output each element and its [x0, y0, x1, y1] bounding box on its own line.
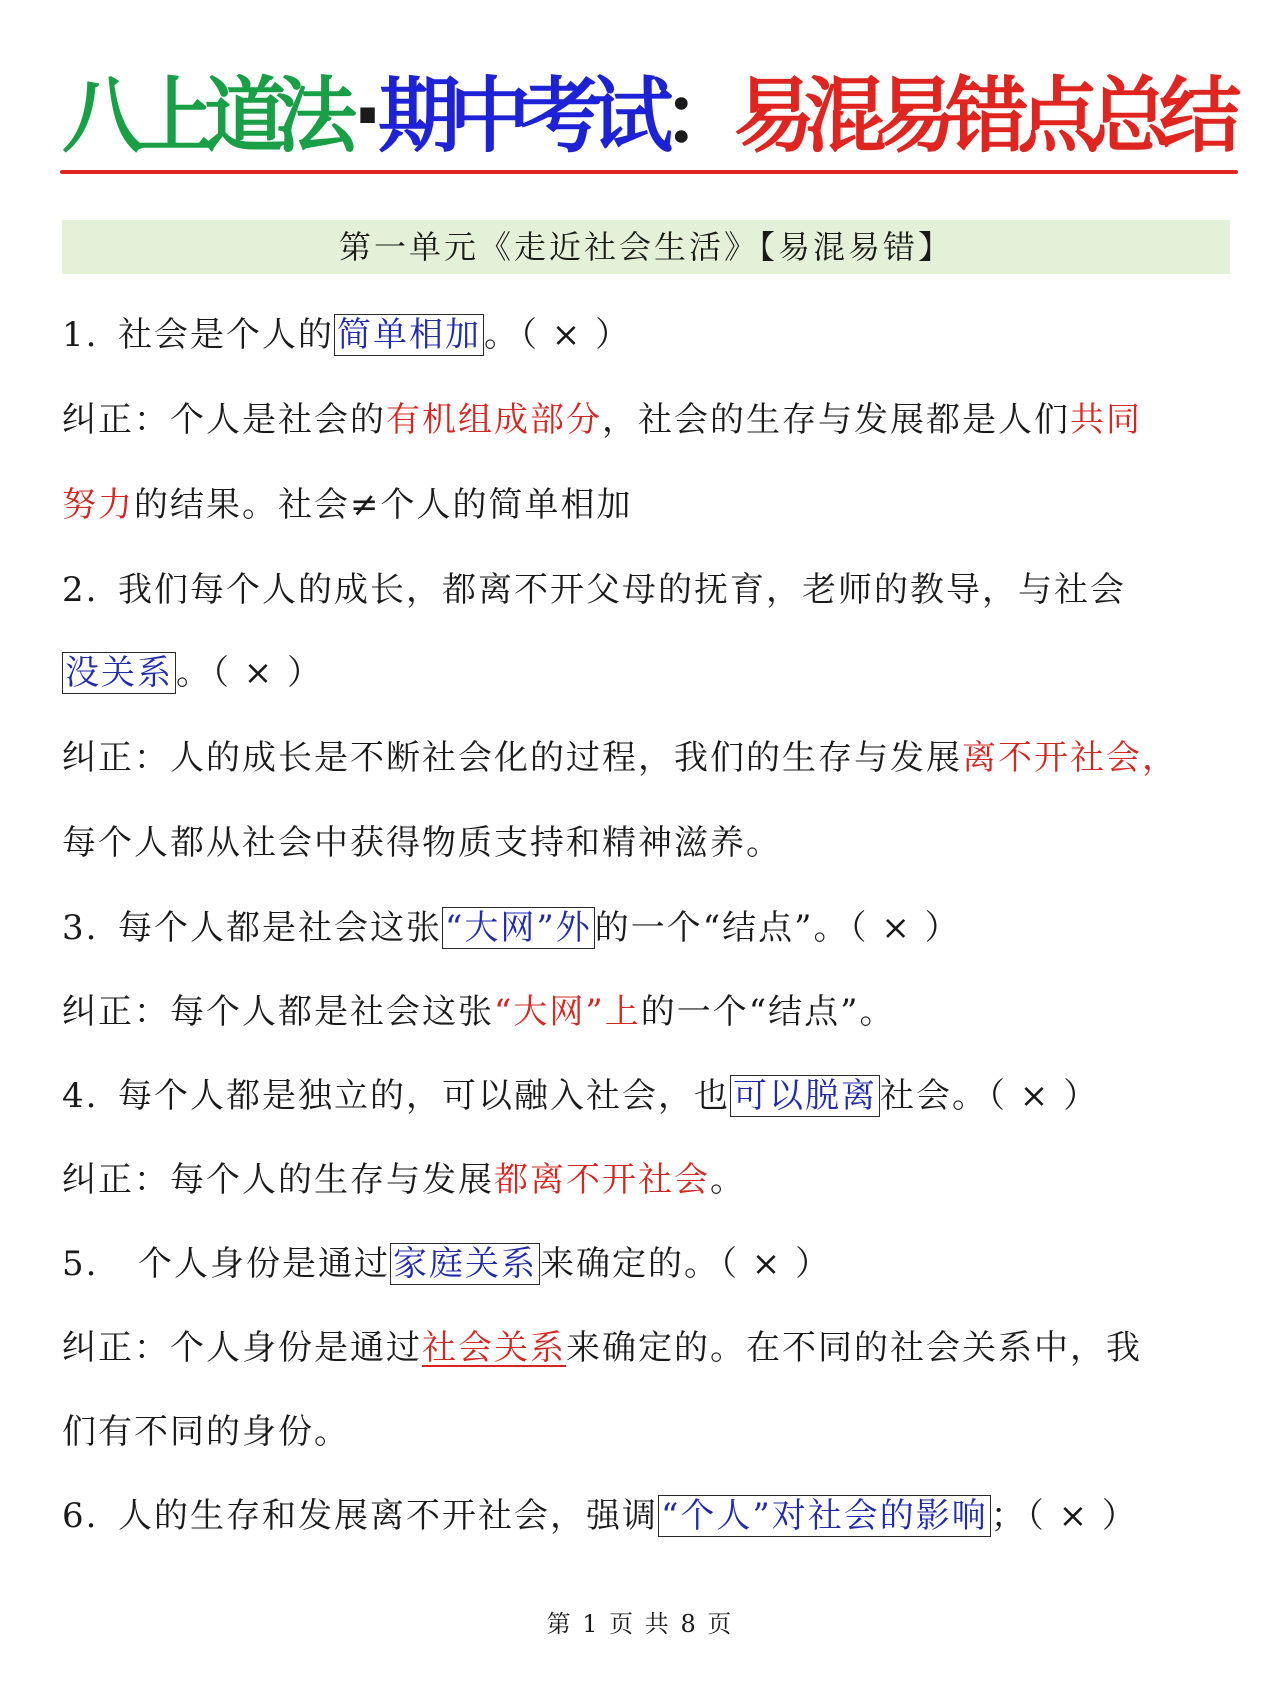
unit-header: 第一单元《走近社会生活》【易混易错】: [62, 220, 1230, 274]
correction-text: 纠正：每个人都是社会这张: [62, 992, 494, 1032]
correction-text: 纠正：个人身份是通过: [62, 1328, 422, 1368]
correction-key: 都离不开社会: [494, 1160, 710, 1200]
item-4-question: [62, 1066, 1232, 1126]
item-text: 社会是个人的: [118, 315, 334, 355]
item-text-after: 。（ × ）: [484, 315, 632, 355]
correction-key: 社会关系: [422, 1328, 566, 1368]
correction-text: 的结果。社会≠个人的简单相加: [134, 485, 633, 525]
item-3-correction: [62, 982, 1232, 1042]
item-1-correction-line1: [62, 390, 1232, 450]
item-3-question: [62, 898, 1232, 958]
title-part-subject: 八上道法: [62, 69, 347, 164]
item-2-question-line1: [62, 560, 1232, 620]
error-highlight: 可以脱离: [730, 1075, 880, 1117]
page-title: [62, 62, 1232, 172]
correction-key: 努力: [62, 485, 134, 525]
correction-text: 们有不同的身份。: [62, 1412, 350, 1452]
page-number-footer: 第 1 页 共 8 页: [546, 1610, 734, 1638]
correction-text: 来确定的。在不同的社会关系中，我: [566, 1328, 1142, 1368]
correction-key: “大网”上: [494, 992, 641, 1032]
error-highlight: 家庭关系: [390, 1243, 540, 1285]
item-2-correction-line1: [62, 728, 1232, 788]
item-number: 1.: [62, 315, 99, 355]
correction-text: 的一个“结点”。: [640, 992, 896, 1032]
item-number: 2.: [62, 570, 99, 610]
item-number: 5.: [62, 1244, 99, 1284]
item-6-question: [62, 1486, 1232, 1546]
title-dot: ·: [352, 69, 373, 164]
item-1-question: [62, 305, 1232, 365]
item-5-correction-line2: [62, 1402, 1232, 1462]
item-text-after: ；（ × ）: [990, 1496, 1138, 1536]
correction-text: 纠正：人的成长是不断社会化的过程，我们的生存与发展: [62, 738, 962, 778]
item-text: 个人身份是通过: [138, 1244, 390, 1284]
item-5-correction-line1: [62, 1318, 1232, 1378]
error-highlight: “大网”外: [442, 907, 595, 949]
title-part-summary: 易混易错点总结: [733, 69, 1231, 164]
item-2-correction-line2: [62, 813, 1232, 873]
item-text: 我们每个人的成长，都离不开父母的抚育，老师的教导，与社会: [118, 570, 1126, 610]
item-number: 3.: [62, 908, 99, 948]
item-number: 4.: [62, 1076, 99, 1116]
item-5-question: [62, 1234, 1232, 1294]
item-1-correction-line2: [62, 475, 1232, 535]
item-text: 每个人都是社会这张: [118, 908, 442, 948]
item-text-after: 的一个“结点”。（ × ）: [594, 908, 961, 948]
item-text: 人的生存和发展离不开社会，强调: [118, 1496, 658, 1536]
correction-text: 纠正：每个人的生存与发展: [62, 1160, 494, 1200]
item-text: 每个人都是独立的，可以融入社会，也: [118, 1076, 730, 1116]
correction-text: 纠正：个人是社会的: [62, 400, 386, 440]
correction-text: 。: [710, 1160, 746, 1200]
correction-key: 共同: [1070, 400, 1142, 440]
correction-text: 每个人都从社会中获得物质支持和精神滋养。: [62, 823, 782, 863]
title-part-exam: 期中考试: [378, 69, 663, 164]
item-text-after: 。（ × ）: [176, 653, 324, 693]
correction-key: 有机组成部分: [386, 400, 602, 440]
error-highlight: 简单相加: [334, 314, 484, 356]
item-number: 6.: [62, 1496, 99, 1536]
title-underline: [60, 170, 1238, 174]
item-2-question-line2: [62, 643, 1232, 703]
error-highlight: 没关系: [62, 652, 176, 694]
item-text-after: 来确定的。（ × ）: [540, 1244, 832, 1284]
correction-text: ，社会的生存与发展都是人们: [602, 400, 1070, 440]
correction-key: 离不开社会，: [962, 738, 1178, 778]
item-4-correction: [62, 1150, 1232, 1210]
title-separator: ：: [662, 69, 734, 164]
error-highlight: “个人”对社会的影响: [658, 1495, 991, 1537]
item-text-after: 社会。（ × ）: [880, 1076, 1100, 1116]
